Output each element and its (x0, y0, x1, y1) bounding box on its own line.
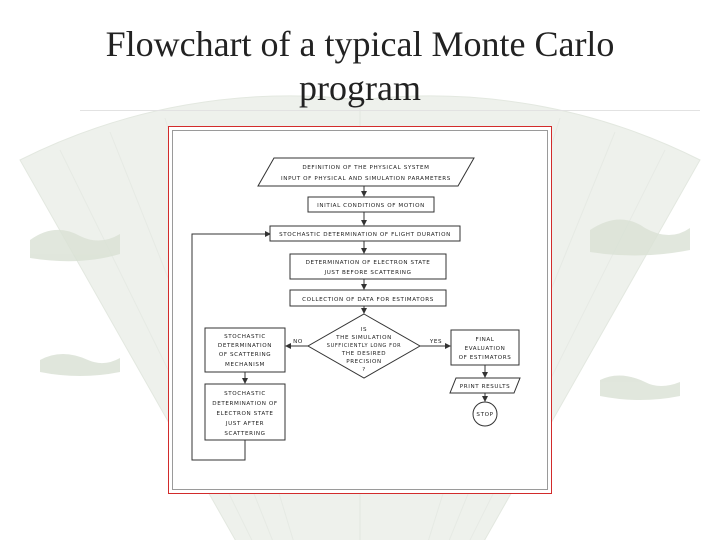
after-text-1: STOCHASTIC (224, 391, 266, 397)
stop-text: STOP (476, 412, 494, 418)
initial-conditions-text: INITIAL CONDITIONS OF MOTION (317, 203, 425, 209)
mechanism-text-4: MECHANISM (225, 362, 265, 368)
decision-text-4: THE DESIRED (341, 351, 387, 357)
electron-state-text-1: DETERMINATION OF ELECTRON STATE (305, 260, 431, 266)
definition-text-2: INPUT OF PHYSICAL AND SIMULATION PARAMETERS (281, 176, 451, 182)
electron-state-text-2: JUST BEFORE SCATTERING (324, 270, 412, 276)
decision-text-5: PRECISION (346, 359, 382, 365)
after-text-5: SCATTERING (224, 431, 266, 437)
mechanism-text-3: OF SCATTERING (218, 352, 272, 358)
definition-text-1: DEFINITION OF THE PHYSICAL SYSTEM (302, 165, 430, 171)
mechanism-text-2: DETERMINATION (217, 343, 273, 349)
after-text-2: DETERMINATION OF (212, 401, 278, 407)
slide-title-line-1: Flowchart of a typical Monte Carlo (105, 24, 615, 64)
decision-text-1: IS (360, 327, 368, 333)
slide-title-line-2: program (299, 68, 421, 108)
decision-text-6: ? (362, 367, 366, 373)
final-text-3: OF ESTIMATORS (458, 355, 512, 361)
collection-text: COLLECTION OF DATA FOR ESTIMATORS (302, 297, 434, 303)
final-text-2: EVALUATION (464, 346, 506, 352)
mechanism-text-1: STOCHASTIC (224, 334, 266, 340)
after-text-4: JUST AFTER (225, 421, 265, 427)
decision-text-3: SUFFICIENTLY LONG FOR (326, 343, 402, 349)
no-branch-label: NO (293, 339, 303, 345)
stochastic-flight-text: STOCHASTIC DETERMINATION OF FLIGHT DURATION (279, 232, 451, 238)
yes-branch-label: YES (429, 339, 443, 345)
print-results-text: PRINT RESULTS (459, 384, 511, 390)
decision-text-2: THE SIMULATION (336, 335, 392, 341)
after-text-3: ELECTRON STATE (216, 411, 274, 417)
final-text-1: FINAL (475, 337, 495, 343)
